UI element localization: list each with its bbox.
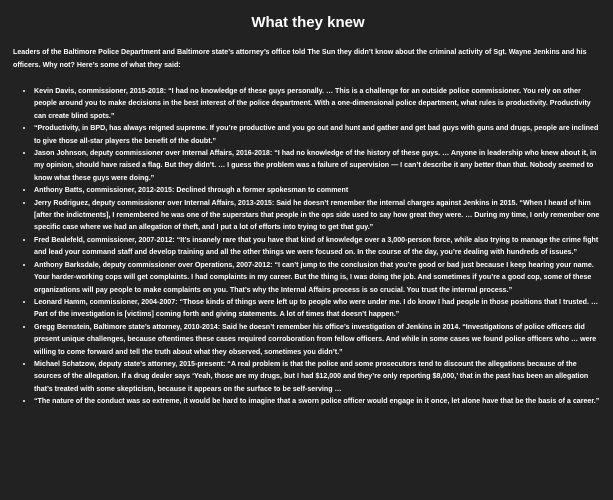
list-item: • Jerry Rodriguez, deputy commissioner over Internal Affairs, 2013-2015: Said he doesn’t remember the internal charges against Jenkins in 2015. “When I heard of him [after the indictments], I remembered he was one of the superstars that people in the ops side used to say how great they were. … During my time, I only remember one specific case where we had an allegation of theft, and I put a lot of efforts into trying to get that guy.”: [34, 197, 603, 234]
list-item: • Jason Johnson, deputy commissioner over Internal Affairs, 2016-2018: “I had no knowledge of the history of these guys. … Anyone in leadership who knew about it, in my opinion, should have raised a flag. But they didn’t. … I guess the problem was a failure of supervision — I can’t describe it any better than that. Nobody seemed to know what these guys were doing.”: [34, 147, 603, 184]
list-item: • Michael Schatzow, deputy state’s attorney, 2015-present: “A real problem is that the police and some prosecutors tend to discount the allegations because of the sources of the allegation. If a drug dealer says ‘Yeah, those are my drugs, but I had $12,000 and they’re only reporting $8,000,’ that in the past has been an allegation that’s treated with some skepticism, because it appears on the surface to be self-serving …: [34, 358, 603, 395]
list-item: • “The nature of the conduct was so extreme, it would be hard to imagine that a sworn police officer would engage in it once, let alone have that be the basis of a career.”: [34, 395, 603, 407]
list-item: • Gregg Bernstein, Baltimore state’s attorney, 2010-2014: Said he doesn’t remember his office’s investigation of Jenkins in 2014. “Investigations of police officers did present unique challenges, because oftentimes these cases required corroboration from fellow officers. And while in some cases we found police officers who … were willing to come forward and tell the truth about what they observed, sometimes you didn’t.”: [34, 321, 603, 358]
page-title: What they knew: [251, 14, 365, 31]
list-item: • “Productivity, in BPD, has always reigned supreme. If you’re productive and you go out and hunt and gather and get bad guys with guns and drugs, people are inclined to give those all-star players the benefit of the doubt.”: [34, 122, 603, 147]
list-item: • Kevin Davis, commissioner, 2015-2018: “I had no knowledge of these guys personally. … This is a challenge for an outside police commissioner. You rely on other people around you to make decisions in the best interest of the police department. With a one-dimensional police department, what rules is productivity. Productivity can create blind spots.”: [34, 85, 603, 122]
intro-paragraph: Leaders of the Baltimore Police Department and Baltimore state’s attorney’s office told The Sun they didn’t know about the criminal activity of Sgt. Wayne Jenkins and his officers. Why not? Here’s some of what they said:: [13, 48, 587, 69]
list-item: • Fred Bealefeld, commissioner, 2007-2012: “It’s insanely rare that you have that kind of knowledge over a 3,000-person force, while also trying to manage the crime fight and lead your command staff and develop training and all the other things we were focused on. In the course of the day, you’re dealing with hundreds of issues.”: [34, 234, 603, 259]
list-item: • Anthony Barksdale, deputy commissioner over Operations, 2007-2012: “I can’t jump to the conclusion that you’re good or bad just because I keep hearing your name. Your harder-working cops will get complaints. I had complaints in my career. But the thing is, I was doing the job. And sometimes if you’re a good cop, some of these organizations will pay people to make complaints on you. That’s why the Internal Affairs process is so crucial. You trust the internal process.”: [34, 259, 603, 296]
quote-list: [13, 85, 603, 408]
list-item: • Leonard Hamm, commissioner, 2004-2007: “Those kinds of things were left up to people who were under me. I do know I had people in those positions that I trusted. … Part of the investigation is [victims] coming forth and giving statements. A lot of times that doesn’t happen.”: [34, 296, 603, 321]
list-item: • Anthony Batts, commissioner, 2012-2015: Declined through a former spokesman to comment: [34, 184, 603, 196]
